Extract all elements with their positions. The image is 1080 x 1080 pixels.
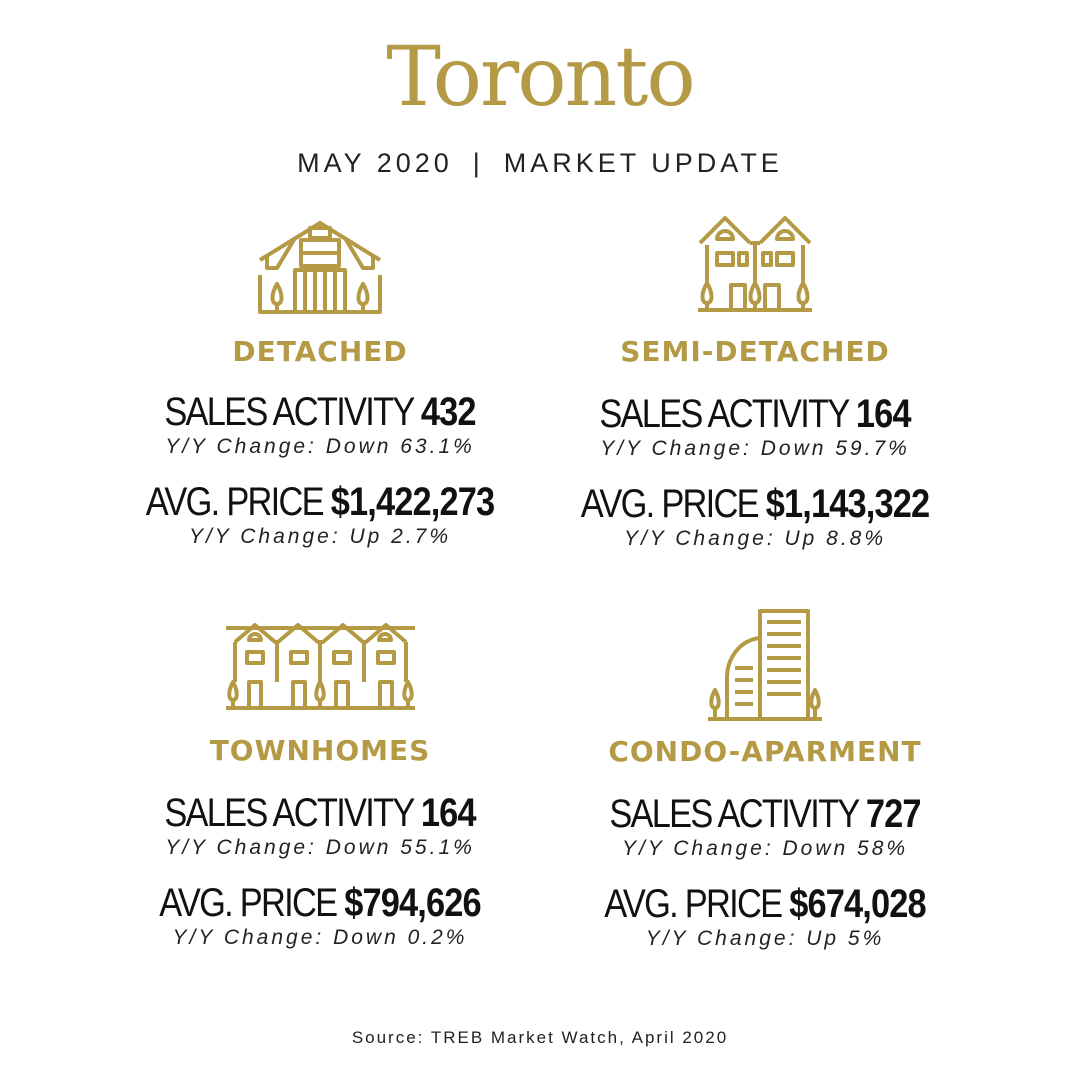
sales-activity-value: 164 (420, 791, 476, 835)
city-title: Toronto (386, 30, 694, 125)
sales-change: Y/Y Change: Down 58% (621, 837, 909, 860)
price-change: Y/Y Change: Up 5% (645, 927, 885, 950)
sales-activity-label: SALES ACTIVITY (164, 390, 414, 434)
sales-activity-row (96, 390, 543, 434)
card-semi-detached (495, 215, 1015, 552)
price-change: Y/Y Change: Up 2.7% (188, 525, 452, 548)
avg-price-label: AVG. PRICE (580, 482, 758, 526)
detached-house-icon (255, 220, 385, 315)
avg-price-label: AVG. PRICE (159, 881, 337, 925)
subtitle-label: MARKET UPDATE (503, 148, 783, 178)
source-note: Source: TREB Market Watch, April 2020 (351, 1028, 729, 1047)
category-name: SEMI-DETACHED (620, 335, 890, 368)
card-townhomes (60, 620, 580, 951)
avg-price-value: $1,143,322 (765, 482, 930, 526)
sales-activity-value: 164 (855, 392, 911, 436)
category-name: CONDO-APARMENT (608, 735, 922, 768)
condo-building-icon (705, 608, 825, 723)
page-subtitle (0, 148, 1080, 179)
sales-activity-row (96, 791, 543, 835)
sales-activity-label: SALES ACTIVITY (164, 791, 414, 835)
avg-price-value: $1,422,273 (330, 480, 495, 524)
sales-activity-row (541, 792, 988, 836)
avg-price-row (96, 480, 543, 524)
sales-change: Y/Y Change: Down 63.1% (165, 435, 475, 458)
avg-price-row (96, 881, 543, 925)
sales-activity-label: SALES ACTIVITY (609, 792, 859, 836)
sales-activity-row (531, 392, 978, 436)
avg-price-value: $674,028 (789, 882, 926, 926)
category-name: DETACHED (232, 335, 408, 368)
category-name: TOWNHOMES (209, 734, 431, 767)
card-condo-apartment (505, 608, 1025, 952)
sales-activity-label: SALES ACTIVITY (599, 392, 849, 436)
semi-detached-house-icon (695, 215, 815, 315)
avg-price-value: $794,626 (344, 881, 481, 925)
sales-change: Y/Y Change: Down 55.1% (165, 836, 475, 859)
avg-price-row (531, 482, 978, 526)
avg-price-label: AVG. PRICE (145, 480, 323, 524)
sales-activity-value: 432 (420, 390, 476, 434)
subtitle-separator: | (472, 148, 484, 178)
sales-change: Y/Y Change: Down 59.7% (600, 437, 910, 460)
subtitle-date: MAY 2020 (297, 148, 453, 178)
price-change: Y/Y Change: Up 8.8% (623, 527, 887, 550)
avg-price-label: AVG. PRICE (604, 882, 782, 926)
townhomes-icon (223, 620, 418, 712)
avg-price-row (541, 882, 988, 926)
price-change: Y/Y Change: Down 0.2% (172, 926, 468, 949)
sales-activity-value: 727 (865, 792, 921, 836)
